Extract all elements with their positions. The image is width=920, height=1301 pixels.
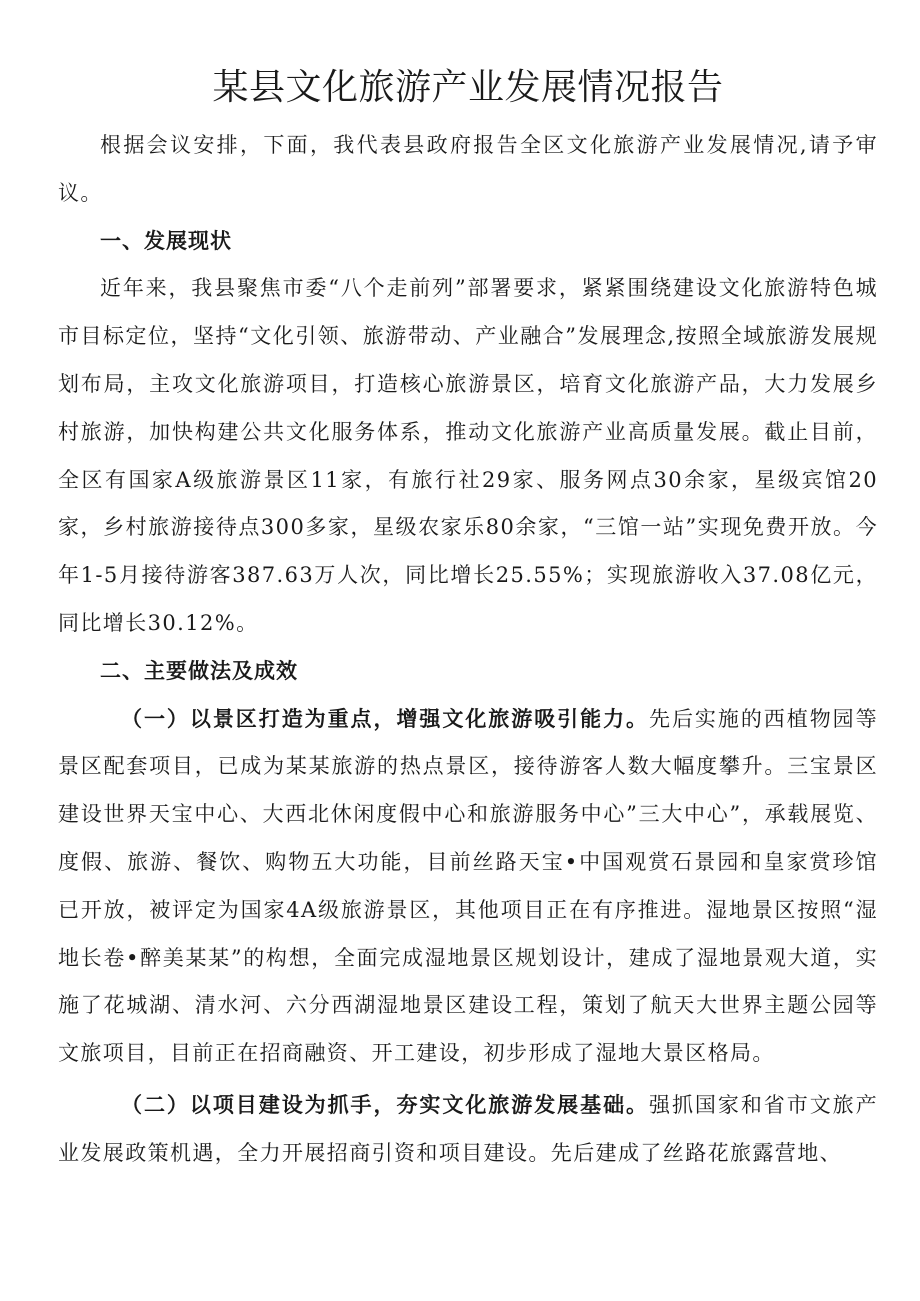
section-2-item-2-lead: （二）以项目建设为抓手，夯实文化旅游发展基础。 — [121, 1092, 649, 1117]
document-title: 某县文化旅游产业发展情况报告 — [212, 67, 724, 108]
document-page — [58, 58, 878, 1178]
section-2-item-1-paragraph — [58, 696, 878, 1078]
section-2-item-2-body: 强抓国家和省市文旅产业发展政策机遇，全力开展招商引资和项目建设。先后建成了丝路花旅露营地、 — [58, 1092, 879, 1165]
section-1-paragraph: 近年来，我县聚焦市委“八个走前列”部署要求，紧紧围绕建设文化旅游特色城市目标定位，坚持“文化引领、旅游带动、产业融合”发展理念,按照全域旅游发展规划布局，主攻文化旅游项目，打造核心旅游景区，培育文化旅游产品，大力发展乡村旅游，加快构建公共文化服务体系，推动文化旅游产业高质量发展。截止目前，全区有国家A级旅游景区11家，有旅行社29家、服务网点30余家，星级宾馆20家，乡村旅游接待点300多家，星级农家乐80余家，“三馆一站”实现免费开放。今年1-5月接待游客387.63万人次，同比增长25.55%；实现旅游收入37.08亿元，同比增长30.12%。 — [58, 276, 878, 635]
intro-paragraph: 根据会议安排，下面，我代表县政府报告全区文化旅游产业发展情况,请予审议。 — [58, 133, 878, 205]
section-1-heading: 一、发展现状 — [100, 228, 232, 253]
section-2-item-1-lead: （一）以景区打造为重点，增强文化旅游吸引能力。 — [121, 706, 649, 731]
section-2-heading: 二、主要做法及成效 — [100, 658, 298, 683]
section-2-item-2-paragraph — [58, 1082, 878, 1178]
section-2-item-1-body: 先后实施的西植物园等景区配套项目，已成为某某旅游的热点景区，接待游客人数大幅度攀升。三宝景区建设世界天宝中心、大西北休闲度假中心和旅游服务中心”三大中心”，承载展览、度假、旅游、餐饮、购物五大功能，目前丝路天宝•中国观赏石景园和皇家赏珍馆已开放，被评定为国家4A级旅游景区，其他项目正在有序推进。湿地景区按照“湿地长卷•醉美某某”的构想，全面完成湿地景区规划设计，建成了湿地景观大道，实施了花城湖、清水河、六分西湖湿地景区建设工程，策划了航天大世界主题公园等文旅项目，目前正在招商融资、开工建设，初步形成了湿地大景区格局。 — [58, 706, 879, 1066]
